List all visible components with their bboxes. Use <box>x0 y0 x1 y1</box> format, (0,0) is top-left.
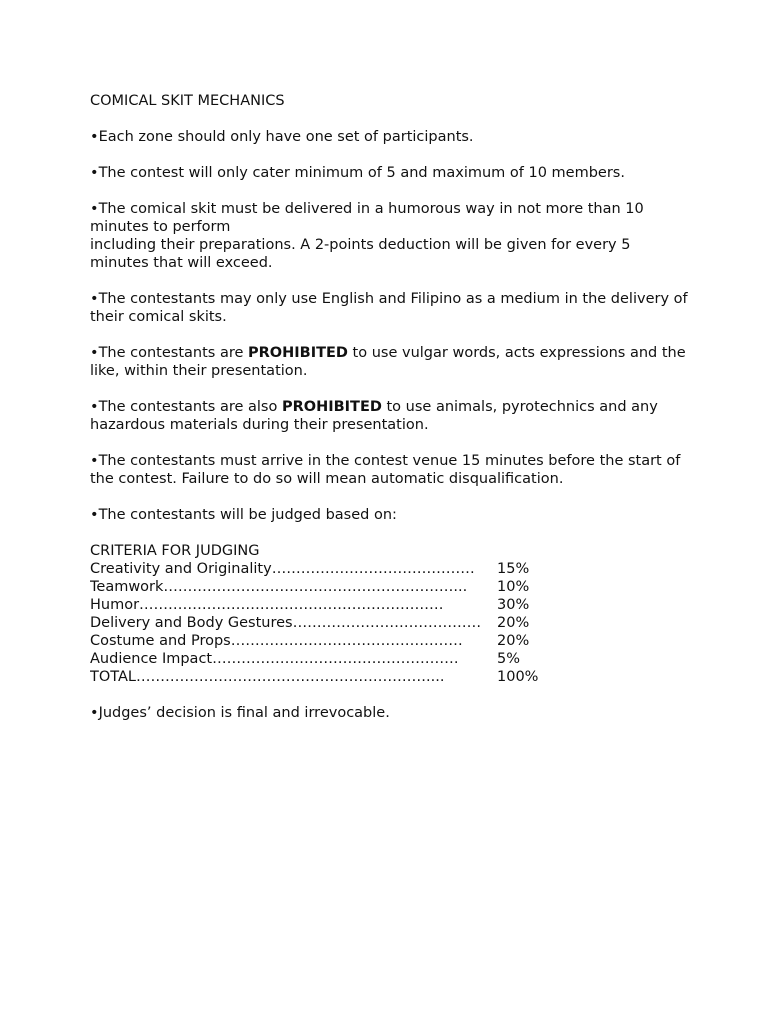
bullet-marker: • <box>90 291 99 307</box>
criteria-row <box>90 596 690 614</box>
bullet-marker: • <box>90 399 99 415</box>
criteria-percent: 15% <box>497 561 530 577</box>
criteria-row <box>90 650 690 668</box>
rule-8 <box>90 506 690 524</box>
criteria-row <box>90 578 690 596</box>
rule-7 <box>90 452 690 488</box>
criteria-name: TOTAL…………………………………………………….... <box>90 669 445 685</box>
document-content <box>90 92 690 740</box>
criteria-name: Creativity and Originality…………………………………… <box>90 561 475 577</box>
rule-1-text: Each zone should only have one set of participants. <box>98 129 474 145</box>
rule-5-prohibited: PROHIBITED <box>248 345 348 361</box>
rule-3-text-line1: The comical skit must be delivered in a humorous way in not more than 10 minutes to perform <box>90 201 644 235</box>
criteria-name: Humor……………………………………………………… <box>90 597 444 613</box>
rule-5-text-before: The contestants are <box>98 345 249 361</box>
criteria-name: Audience Impact…………………………………………… <box>90 651 459 667</box>
criteria-name: Teamwork……………………………………………………... <box>90 579 468 595</box>
rule-4 <box>90 290 690 326</box>
bullet-marker: • <box>90 705 99 721</box>
rule-4-text: The contestants may only use English and Filipino as a medium in the delivery of their comical skits. <box>90 291 688 325</box>
criteria-heading: CRITERIA FOR JUDGING <box>90 543 260 559</box>
criteria-percent: 20% <box>497 615 530 631</box>
criteria-row <box>90 632 690 650</box>
rule-6-prohibited: PROHIBITED <box>281 399 382 415</box>
rule-3 <box>90 200 690 272</box>
rule-5 <box>90 344 690 380</box>
criteria-percent: 20% <box>497 633 530 649</box>
rule-6-text-before: The contestants are also <box>98 399 282 415</box>
rule-6-text-after: to use animals, pyrotechnics and any hazardous materials during their presentation. <box>90 399 658 433</box>
criteria-percent: 10% <box>497 579 530 595</box>
rule-2-text: The contest will only cater minimum of 5 and maximum of 10 members. <box>98 165 625 181</box>
criteria-name: Delivery and Body Gestures………………………………… <box>90 615 482 631</box>
bullet-marker: • <box>90 345 99 361</box>
criteria-row-total <box>90 668 690 686</box>
bullet-marker: • <box>90 165 99 181</box>
bullet-marker: • <box>90 507 99 523</box>
rule-2 <box>90 164 690 182</box>
rule-7-text: The contestants must arrive in the contest venue 15 minutes before the start of the contest. Failure to do so will mean automatic disqualification. <box>90 453 681 487</box>
criteria-percent: 100% <box>497 669 539 685</box>
criteria-row <box>90 560 690 578</box>
rule-6 <box>90 398 690 434</box>
final-note-text: Judges’ decision is final and irrevocable. <box>98 705 390 721</box>
bullet-marker: • <box>90 129 99 145</box>
bullet-marker: • <box>90 201 99 217</box>
rule-1 <box>90 128 690 146</box>
document-title: COMICAL SKIT MECHANICS <box>90 93 285 109</box>
final-note <box>90 704 690 722</box>
criteria-percent: 30% <box>497 597 530 613</box>
criteria-name: Costume and Props………………………………………… <box>90 633 463 649</box>
rule-8-text: The contestants will be judged based on: <box>98 507 397 523</box>
rule-5-text-after: to use vulgar words, acts expressions and the like, within their presentation. <box>90 345 686 379</box>
bullet-marker: • <box>90 453 99 469</box>
criteria-section <box>90 542 690 686</box>
criteria-row <box>90 614 690 632</box>
criteria-percent: 5% <box>497 651 521 667</box>
rule-3-text-line2: including their preparations. A 2-points deduction will be given for every 5 minutes that will exceed. <box>90 237 631 271</box>
